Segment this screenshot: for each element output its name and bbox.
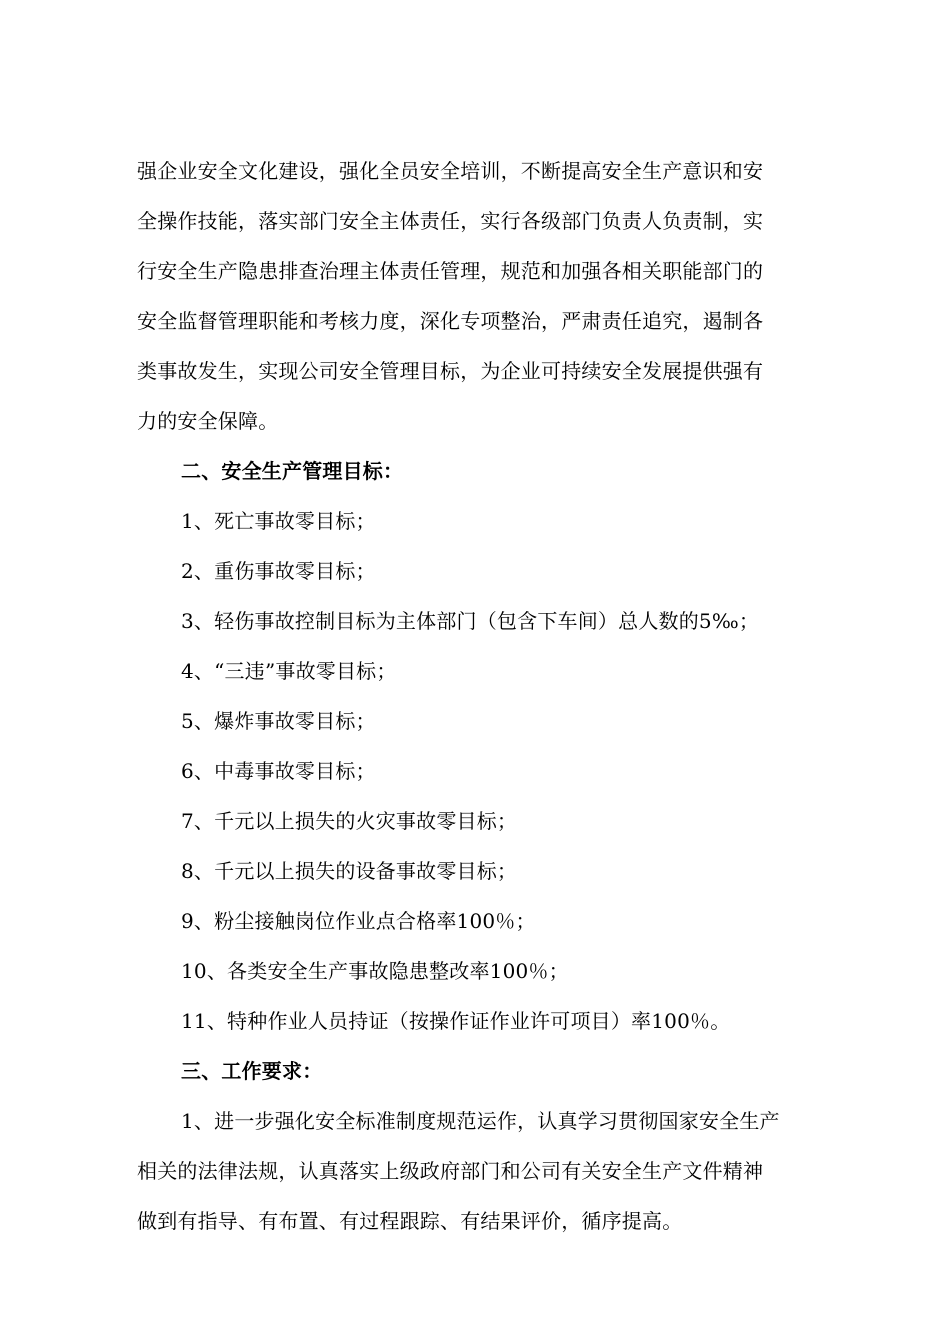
list-item: 8、千元以上损失的设备事故零目标； (181, 859, 518, 883)
list-item: 10、各类安全生产事故隐患整改率100％； (181, 959, 569, 983)
targets-list (137, 496, 853, 1046)
list-item: 5、爆炸事故零目标； (181, 709, 376, 733)
paragraph-safety-culture (137, 146, 853, 446)
paragraph-requirement-1 (137, 1096, 853, 1246)
paragraph-line: 相关的法律法规，认真落实上级政府部门和公司有关安全生产文件精神 (137, 1159, 764, 1183)
list-item: 1、死亡事故零目标； (181, 509, 376, 533)
paragraph-line: 类事故发生，实现公司安全管理目标，为企业可持续安全发展提供强有 (137, 359, 764, 383)
list-item: 11、特种作业人员持证（按操作证作业许可项目）率100％。 (181, 1009, 731, 1033)
section-heading-requirements: 三、工作要求： (181, 1059, 323, 1083)
paragraph-line: 强企业安全文化建设，强化全员安全培训，不断提高安全生产意识和安 (137, 159, 764, 183)
section-heading-targets: 二、安全生产管理目标： (181, 459, 404, 483)
list-item: 3、轻伤事故控制目标为主体部门（包含下车间）总人数的5‰； (181, 609, 760, 633)
paragraph-line: 安全监督管理职能和考核力度，深化专项整治，严肃责任追究，遏制各 (137, 309, 764, 333)
list-item: 2、重伤事故零目标； (181, 559, 376, 583)
paragraph-line: 全操作技能，落实部门安全主体责任，实行各级部门负责人负责制，实 (137, 209, 764, 233)
paragraph-line: 1、进一步强化安全标准制度规范运作，认真学习贯彻国家安全生产 (181, 1109, 780, 1133)
paragraph-line: 做到有指导、有布置、有过程跟踪、有结果评价，循序提高。 (137, 1209, 683, 1233)
list-item: 7、千元以上损失的火灾事故零目标； (181, 809, 518, 833)
list-item: 4、“三违”事故零目标； (181, 659, 397, 683)
document-body (137, 146, 853, 1246)
paragraph-line: 行安全生产隐患排查治理主体责任管理，规范和加强各相关职能部门的 (137, 259, 764, 283)
paragraph-line: 力的安全保障。 (137, 409, 279, 433)
list-item: 9、粉尘接触岗位作业点合格率100％； (181, 909, 536, 933)
list-item: 6、中毒事故零目标； (181, 759, 376, 783)
